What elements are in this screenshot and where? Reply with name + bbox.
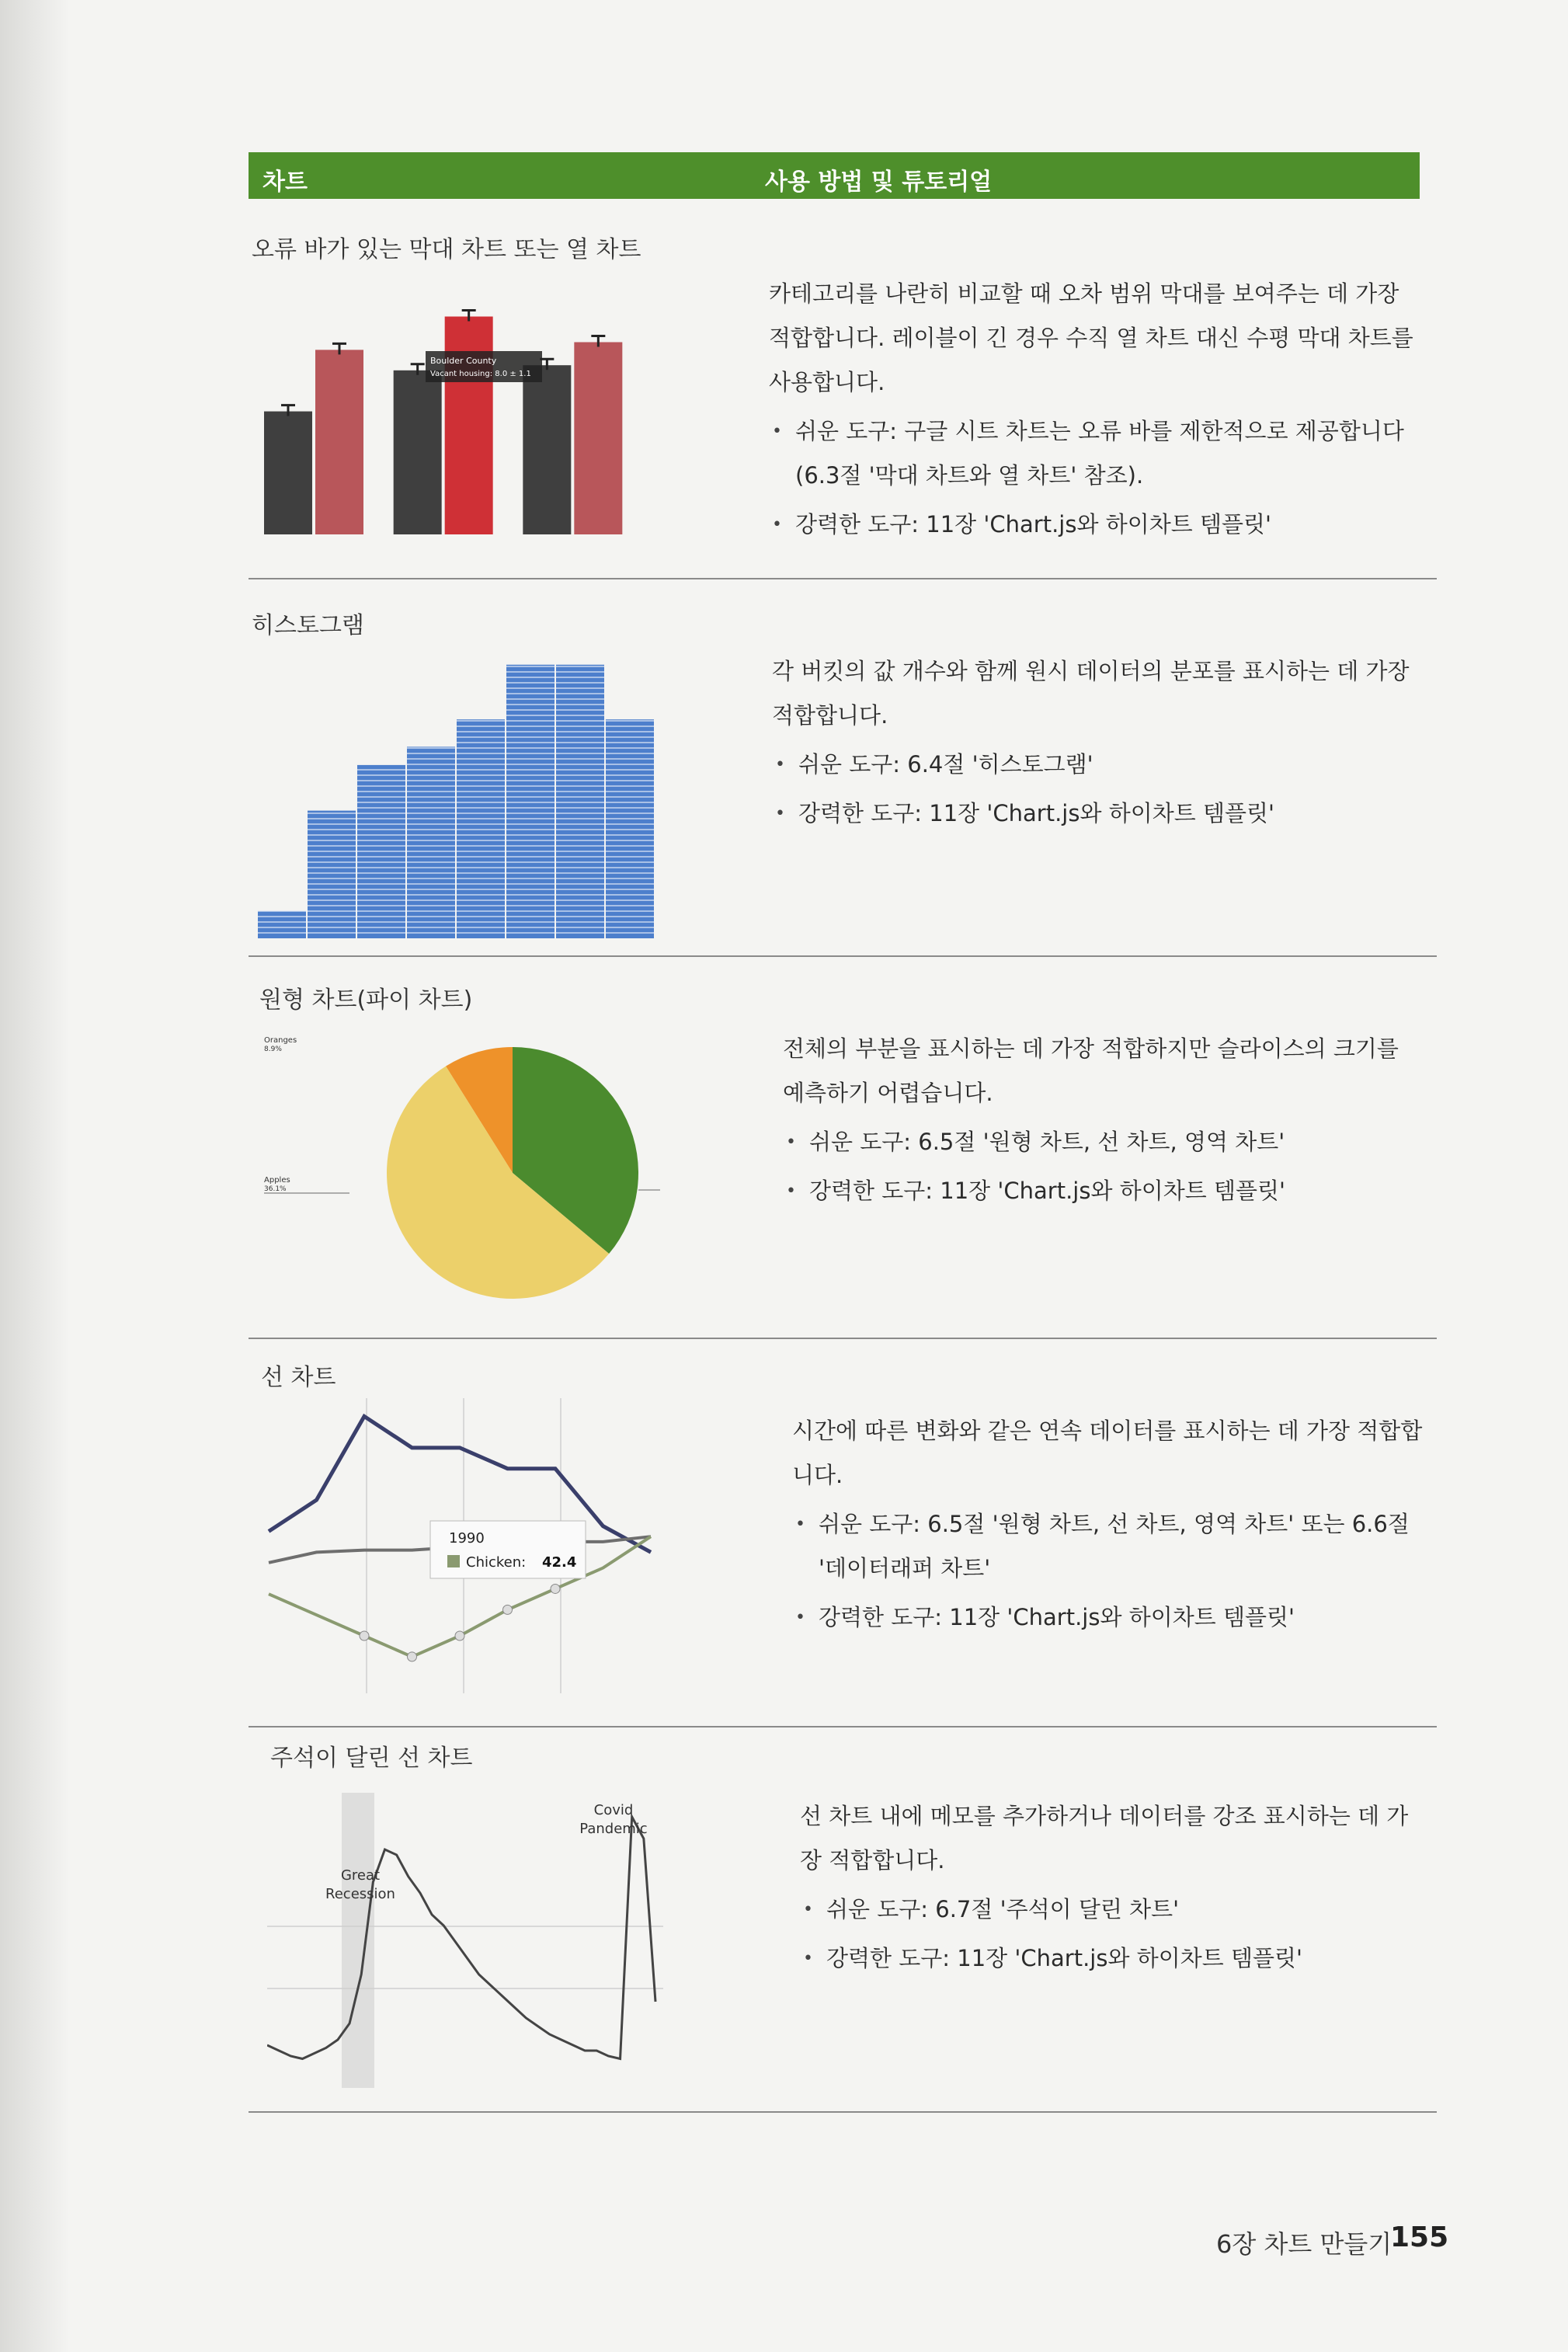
pie-chart bbox=[256, 1025, 676, 1305]
annotation-label: Great bbox=[340, 1867, 381, 1884]
easy-tool-item bbox=[800, 1888, 1429, 1932]
series-point bbox=[551, 1584, 560, 1593]
easy-tool-text: 쉬운 도구: 6.4절 '히스토그램' bbox=[798, 751, 1093, 778]
bullet-icon: • bbox=[786, 1181, 796, 1201]
bullet-icon: • bbox=[795, 1608, 805, 1627]
table-header bbox=[249, 152, 1420, 199]
row-divider bbox=[249, 578, 1437, 579]
bullet-icon: • bbox=[803, 1949, 813, 1968]
description-text: 각 버킷의 값 개수와 함께 원시 데이터의 분포를 표시하는 데 가장 적합합니다. bbox=[772, 658, 1410, 729]
easy-tool-text: 쉬운 도구: 6.7절 '주석이 달린 차트' bbox=[826, 1896, 1180, 1922]
annotated-line-chart bbox=[267, 1787, 671, 2097]
histogram-bar bbox=[506, 665, 555, 938]
tooltip-value: Vacant housing: 8.0 ± 1.1 bbox=[430, 370, 531, 378]
powerful-tool-text: 강력한 도구: 11장 'Chart.js와 하이차트 템플릿' bbox=[795, 511, 1271, 538]
easy-tool-text: 쉬운 도구: 6.5절 '원형 차트, 선 차트, 영역 차트' bbox=[809, 1129, 1285, 1155]
page-number: 155 bbox=[1390, 2222, 1449, 2253]
annotation-label: Covid bbox=[593, 1802, 634, 1818]
bullet-icon: • bbox=[772, 422, 782, 441]
row-desc-line bbox=[792, 1409, 1429, 1644]
easy-tool-item bbox=[772, 743, 1424, 787]
description-text: 선 차트 내에 메모를 추가하거나 데이터를 강조 표시하는 데 가장 적합합니다. bbox=[800, 1803, 1409, 1874]
row-desc-error-bar bbox=[769, 272, 1421, 551]
tooltip-swatch bbox=[447, 1555, 460, 1567]
pie-label-value: 36.1% bbox=[264, 1185, 287, 1193]
chapter-label: 6장 차트 만들기 bbox=[1216, 2229, 1392, 2259]
bar bbox=[523, 365, 571, 534]
header-usage-column: 사용 방법 및 튜토리얼 bbox=[765, 169, 993, 196]
recession-band bbox=[342, 1793, 374, 2088]
histogram-chart bbox=[258, 649, 662, 945]
row-title-pie-chart: 원형 차트(파이 차트) bbox=[259, 986, 473, 1014]
powerful-tool-text: 강력한 도구: 11장 'Chart.js와 하이차트 템플릿' bbox=[826, 1945, 1302, 1971]
tooltip-title: Boulder County bbox=[430, 356, 497, 366]
description-text: 카테고리를 나란히 비교할 때 오차 범위 막대를 보여주는 데 가장 적합합니다. 레이블이 긴 경우 수직 열 차트 대신 수평 막대 차트를 사용합니다. bbox=[769, 280, 1413, 395]
histogram-bar bbox=[258, 911, 306, 938]
tooltip-value: 42.4 bbox=[542, 1554, 577, 1571]
annotation-label: Pandemic bbox=[579, 1821, 648, 1837]
powerful-tool-item bbox=[783, 1169, 1427, 1213]
row-desc-annotated-line bbox=[800, 1794, 1429, 1985]
bullet-icon: • bbox=[775, 755, 785, 774]
bullet-icon: • bbox=[772, 515, 782, 534]
bullet-icon: • bbox=[803, 1900, 813, 1919]
bar bbox=[394, 371, 442, 534]
bar bbox=[574, 343, 622, 535]
row-desc-histogram bbox=[772, 649, 1424, 840]
powerful-tool-item bbox=[772, 792, 1424, 836]
description-text: 시간에 따른 변화와 같은 연속 데이터를 표시하는 데 가장 적합합니다. bbox=[792, 1418, 1423, 1488]
bar bbox=[315, 350, 363, 534]
row-title-histogram: 히스토그램 bbox=[252, 612, 364, 639]
powerful-tool-item bbox=[800, 1936, 1429, 1981]
header-chart-column: 차트 bbox=[262, 169, 308, 196]
powerful-tool-item bbox=[792, 1595, 1429, 1640]
histogram-bar bbox=[556, 665, 604, 938]
easy-tool-item bbox=[792, 1502, 1429, 1591]
row-title-line-chart: 선 차트 bbox=[261, 1364, 336, 1391]
pie-label: Apples bbox=[264, 1176, 290, 1185]
powerful-tool-text: 강력한 도구: 11장 'Chart.js와 하이차트 템플릿' bbox=[798, 800, 1274, 826]
bar bbox=[264, 412, 312, 534]
row-divider bbox=[249, 955, 1437, 957]
row-divider bbox=[249, 1726, 1437, 1727]
series-point bbox=[360, 1631, 369, 1640]
pie-label: Oranges bbox=[264, 1036, 297, 1045]
row-divider bbox=[249, 2111, 1437, 2113]
easy-tool-item bbox=[769, 409, 1421, 498]
row-divider bbox=[249, 1338, 1437, 1339]
easy-tool-text: 쉬운 도구: 6.5절 '원형 차트, 선 차트, 영역 차트' 또는 6.6절 '데이터래퍼 차트' bbox=[819, 1511, 1410, 1581]
bullet-icon: • bbox=[795, 1515, 805, 1534]
bullet-icon: • bbox=[775, 804, 785, 823]
tooltip-series: Chicken: bbox=[466, 1554, 527, 1571]
pie-label-value: 8.9% bbox=[264, 1046, 282, 1053]
powerful-tool-text: 강력한 도구: 11장 'Chart.js와 하이차트 템플릿' bbox=[819, 1604, 1295, 1630]
row-title-error-bar-chart: 오류 바가 있는 막대 차트 또는 열 차트 bbox=[252, 236, 641, 263]
line-chart bbox=[266, 1398, 669, 1701]
row-title-annotated-line-chart: 주석이 달린 선 차트 bbox=[270, 1745, 473, 1772]
series-point bbox=[503, 1605, 513, 1614]
powerful-tool-item bbox=[769, 503, 1421, 547]
easy-tool-item bbox=[783, 1120, 1427, 1164]
annotation-label: Recession bbox=[325, 1886, 395, 1902]
description-text: 전체의 부분을 표시하는 데 가장 적합하지만 슬라이스의 크기를 예측하기 어렵습니다. bbox=[783, 1035, 1399, 1106]
series-line bbox=[267, 1817, 655, 2059]
easy-tool-text: 쉬운 도구: 구글 시트 차트는 오류 바를 제한적으로 제공합니다 (6.3절 '막대 차트와 열 차트' 참조). bbox=[795, 418, 1404, 489]
bullet-icon: • bbox=[786, 1133, 796, 1152]
error-bar-chart bbox=[253, 272, 641, 540]
page-edge-shadow bbox=[0, 0, 70, 2352]
row-desc-pie bbox=[783, 1027, 1427, 1218]
bar bbox=[445, 317, 493, 535]
tooltip-x: 1990 bbox=[449, 1530, 485, 1547]
series-point bbox=[408, 1652, 417, 1661]
series-point bbox=[455, 1631, 464, 1640]
powerful-tool-text: 강력한 도구: 11장 'Chart.js와 하이차트 템플릿' bbox=[809, 1178, 1285, 1204]
